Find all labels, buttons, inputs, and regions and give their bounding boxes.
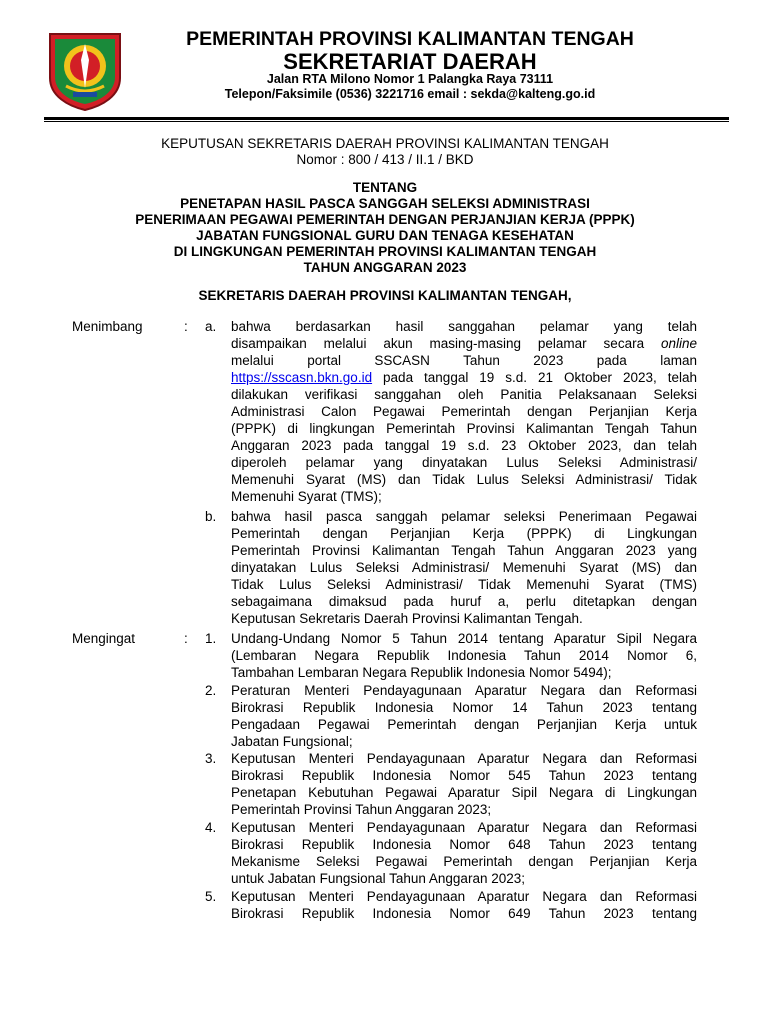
section-label-mengingat: Mengingat xyxy=(72,631,136,646)
mengingat-item-5 xyxy=(231,888,697,922)
text-line: Birokrasi Republik Indonesia Nomor 648 Tahun 2023 tentang xyxy=(231,837,697,852)
text-line: Pemerintah dengan Perjanjian Kerja (PPPK) di Lingkungan xyxy=(231,526,697,541)
letterhead-divider-thin xyxy=(44,121,729,122)
text-line: untuk Jabatan Fungsional Tahun Anggaran 2023; xyxy=(231,871,525,886)
text-line: Anggaran 2023 pada tanggal 19 s.d. 23 Oktober 2023, dan telah xyxy=(231,438,697,453)
text-line: (PPPK) di lingkungan Pemerintah Provinsi Kalimantan Tengah Tahun xyxy=(231,421,697,436)
decree-subject-line: TAHUN ANGGARAN 2023 xyxy=(303,260,467,275)
text-line: Keputusan Sekretaris Daerah Provinsi Kalimantan Tengah. xyxy=(231,611,583,626)
text-line: Undang-Undang Nomor 5 Tahun 2014 tentang Aparatur Sipil Negara xyxy=(231,631,697,646)
text-line: Memenuhi Syarat (TMS); xyxy=(231,489,382,504)
decree-number: Nomor : 800 / 413 / II.1 / BKD xyxy=(296,152,474,167)
text-line: disampaikan melalui akun masing-masing pelamar secara online xyxy=(231,336,697,351)
text-line: Pengadaan Pegawai Pemerintah dengan Perjanjian Kerja untuk xyxy=(231,717,697,732)
decree-subject-line: DI LINGKUNGAN PEMERINTAH PROVINSI KALIMANTAN TENGAH xyxy=(173,244,597,259)
decree-subject-line: JABATAN FUNGSIONAL GURU DAN TENAGA KESEHATAN xyxy=(196,228,574,243)
mengingat-item-3 xyxy=(231,750,697,818)
decree-subject-line: PENERIMAAN PEGAWAI PEMERINTAH DENGAN PERJANJIAN KERJA (PPPK) xyxy=(135,212,635,227)
letterhead-divider-thick xyxy=(44,117,729,120)
text-line: Administrasi Calon Pegawai Pemerintah dengan Perjanjian Kerja xyxy=(231,404,697,419)
text-line: Birokrasi Republik Indonesia Nomor 14 Tahun 2023 tentang xyxy=(231,700,697,715)
text-line: melalui portal SSCASN Tahun 2023 pada laman xyxy=(231,353,697,368)
section-colon: : xyxy=(184,319,188,334)
item-marker: a. xyxy=(205,319,217,334)
text-line: Tambahan Lembaran Negara Republik Indonesia Nomor 5494); xyxy=(231,665,612,680)
text-line: Penetapan Kebutuhan Pegawai Aparatur Sipil Negara di Lingkungan xyxy=(231,785,697,800)
text-line: Birokrasi Republik Indonesia Nomor 649 Tahun 2023 tentang xyxy=(231,906,697,921)
text-line: diperoleh pelamar yang dinyatakan Lulus Seleksi Administrasi/ xyxy=(231,455,697,470)
section-label-menimbang: Menimbang xyxy=(72,319,143,334)
letterhead-contact: Telepon/Faksimile (0536) 3221716 email : sekda@kalteng.go.id xyxy=(224,87,596,101)
sscasn-link[interactable]: https://sscasn.bkn.go.id xyxy=(231,370,373,385)
item-marker: 3. xyxy=(205,751,217,766)
item-marker: 1. xyxy=(205,631,217,646)
item-marker: b. xyxy=(205,509,217,524)
text-line: bahwa hasil pasca sanggah pelamar seleksi Penerimaan Pegawai xyxy=(231,509,697,524)
decree-issuer: SEKRETARIS DAERAH PROVINSI KALIMANTAN TENGAH, xyxy=(198,288,572,303)
mengingat-item-1 xyxy=(231,630,697,681)
text-line: https://sscasn.bkn.go.id pada tanggal 19 s.d. 21 Oktober 2023, telah xyxy=(231,370,697,385)
text-line: Pemerintah Provinsi Kalimantan Tengah Tahun Anggaran 2023 yang xyxy=(231,543,697,558)
text-line: sebagaimana dimaksud pada huruf a, perlu ditetapkan dengan xyxy=(231,594,697,609)
decree-subject-line: PENETAPAN HASIL PASCA SANGGAH SELEKSI ADMINISTRASI xyxy=(180,196,590,211)
text-line: Peraturan Menteri Pendayagunaan Aparatur Negara dan Reformasi xyxy=(231,683,697,698)
item-marker: 5. xyxy=(205,889,217,904)
text-line: Memenuhi Syarat (MS) dan Tidak Lulus Seleksi Administrasi/ Tidak xyxy=(231,472,697,487)
text-line: dinyatakan Lulus Seleksi Administrasi/ Memenuhi Syarat (MS) dan xyxy=(231,560,697,575)
decree-title: KEPUTUSAN SEKRETARIS DAERAH PROVINSI KALIMANTAN TENGAH xyxy=(161,136,609,151)
text-line: Tidak Lulus Seleksi Administrasi/ Tidak Memenuhi Syarat (TMS) xyxy=(231,577,697,592)
menimbang-item-a xyxy=(231,318,697,505)
text-line: Keputusan Menteri Pendayagunaan Aparatur Negara dan Reformasi xyxy=(231,889,697,904)
letterhead-office: SEKRETARIAT DAERAH xyxy=(283,49,537,74)
menimbang-item-b xyxy=(231,508,697,627)
section-colon: : xyxy=(184,631,188,646)
text-line: Jabatan Fungsional; xyxy=(231,734,353,749)
letterhead-address: Jalan RTA Milono Nomor 1 Palangka Raya 73111 xyxy=(266,72,554,86)
item-marker: 2. xyxy=(205,683,217,698)
mengingat-item-4 xyxy=(231,819,697,887)
mengingat-item-2 xyxy=(231,682,697,750)
text-line: (Lembaran Negara Republik Indonesia Tahun 2014 Nomor 6, xyxy=(231,648,697,663)
text-line: bahwa berdasarkan hasil sanggahan pelamar yang telah xyxy=(231,319,697,334)
text-line: Keputusan Menteri Pendayagunaan Aparatur Negara dan Reformasi xyxy=(231,820,697,835)
text-line: Keputusan Menteri Pendayagunaan Aparatur Negara dan Reformasi xyxy=(231,751,697,766)
decree-about: TENTANG xyxy=(352,180,418,195)
provincial-crest-logo xyxy=(46,30,124,112)
text-line: Pemerintah Provinsi Tahun Anggaran 2023; xyxy=(231,802,492,817)
letterhead-government: PEMERINTAH PROVINSI KALIMANTAN TENGAH xyxy=(186,28,634,50)
item-marker: 4. xyxy=(205,820,217,835)
text-line: Birokrasi Republik Indonesia Nomor 545 Tahun 2023 tentang xyxy=(231,768,697,783)
text-line: Mekanisme Seleksi Pegawai Pemerintah dengan Perjanjian Kerja xyxy=(231,854,697,869)
text-line: dilakukan verifikasi sanggahan oleh Panitia Pelaksanaan Seleksi xyxy=(231,387,697,402)
